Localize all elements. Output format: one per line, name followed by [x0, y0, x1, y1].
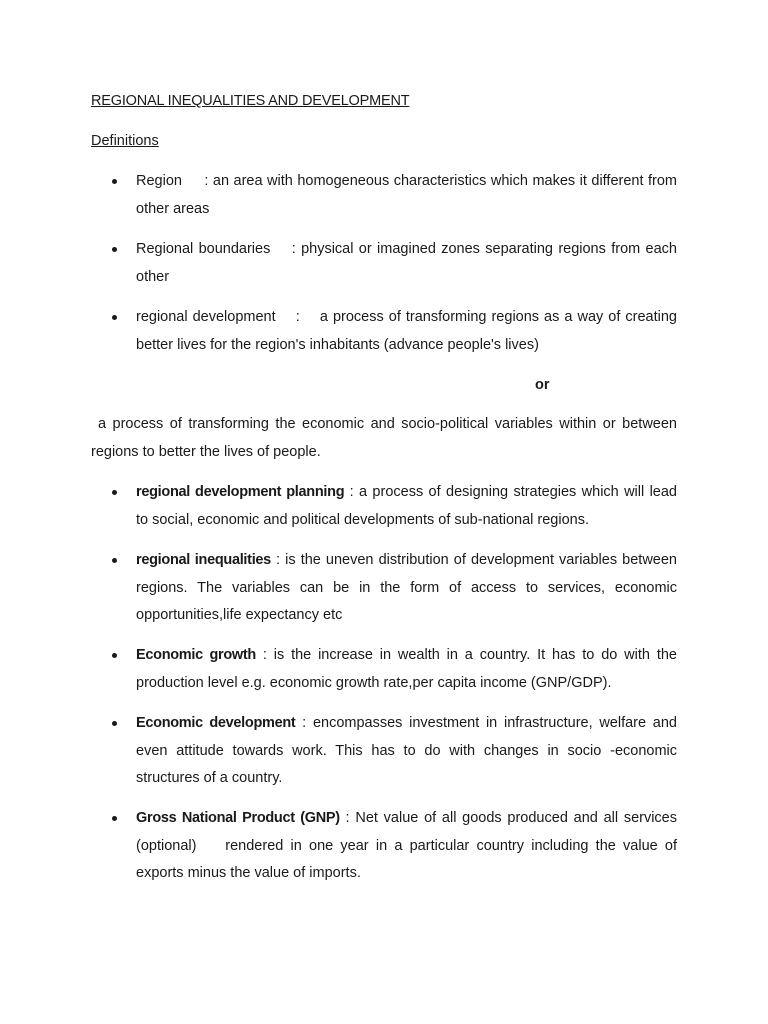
- bullet-icon: [112, 816, 117, 821]
- bullet-icon: [112, 179, 117, 184]
- page-title: REGIONAL INEQUALITIES AND DEVELOPMENT: [91, 93, 410, 109]
- definition-text: a process of designing strategies which will lead to social, economic and political developments of sub-national regions.: [136, 484, 677, 528]
- definition-term: Economic development: [136, 715, 296, 731]
- definition-separator: :: [255, 647, 274, 663]
- definition-text: Net value of all goods produced and all services (optional) rendered in one year in a particular country including the value of exports minus the value of imports.: [136, 810, 682, 881]
- definition-item-gnp: [136, 805, 682, 888]
- definition-text: a process of transforming regions as a way of creating better lives for the region's inhabitants (advance people's lives): [136, 309, 677, 353]
- bullet-icon: [112, 315, 117, 320]
- definition-text: encompasses investment in infrastructure, welfare and even attitude towards work. This has to do with changes in socio -economic structures of a country.: [136, 715, 677, 786]
- definition-separator: :: [270, 552, 286, 568]
- definition-item-regional-boundaries: [136, 236, 677, 291]
- definition-item-economic-development: [136, 710, 677, 793]
- bullet-icon: [112, 721, 117, 726]
- definition-term: regional development planning: [136, 484, 345, 500]
- definition-text: is the uneven distribution of development variables between regions. The variables can be in the form of access to services, economic opportunities,life expectancy etc: [136, 552, 677, 623]
- definition-item-regional-development-planning: [136, 479, 677, 534]
- definition-text: an area with homogeneous characteristics which makes it different from other areas: [136, 173, 677, 217]
- bullet-icon: [112, 247, 117, 252]
- definition-term: regional inequalities: [136, 552, 271, 568]
- definition-term: Economic growth: [136, 647, 256, 663]
- bullet-icon: [112, 653, 117, 658]
- bullet-icon: [112, 558, 117, 563]
- definition-separator: :: [339, 810, 356, 826]
- definition-term: regional development: [136, 309, 276, 325]
- definition-separator: :: [275, 309, 320, 325]
- bullet-icon: [112, 490, 117, 495]
- or-separator: or: [535, 377, 550, 393]
- definition-separator: :: [295, 715, 313, 731]
- definition-separator: :: [181, 173, 213, 189]
- definition-text: is the increase in wealth in a country. It has to do with the production level e.g. economic growth rate,per capita income (GNP/GDP).: [136, 647, 677, 691]
- definition-term: Regional boundaries: [136, 241, 271, 257]
- definition-item-regional-inequalities: [136, 547, 677, 630]
- definition-term: Gross National Product (GNP): [136, 810, 340, 826]
- definition-separator: :: [344, 484, 360, 500]
- definition-term: Region: [136, 173, 182, 189]
- alternative-definition: a process of transforming the economic and socio-political variables within or between regions to better the lives of people.: [91, 416, 677, 460]
- definition-separator: :: [270, 241, 302, 257]
- definition-item-economic-growth: [136, 642, 677, 697]
- section-heading: Definitions: [91, 133, 159, 149]
- definition-text: physical or imagined zones separating regions from each other: [136, 241, 678, 285]
- definition-item-regional-development: [136, 304, 677, 359]
- definition-item-region: [136, 168, 677, 223]
